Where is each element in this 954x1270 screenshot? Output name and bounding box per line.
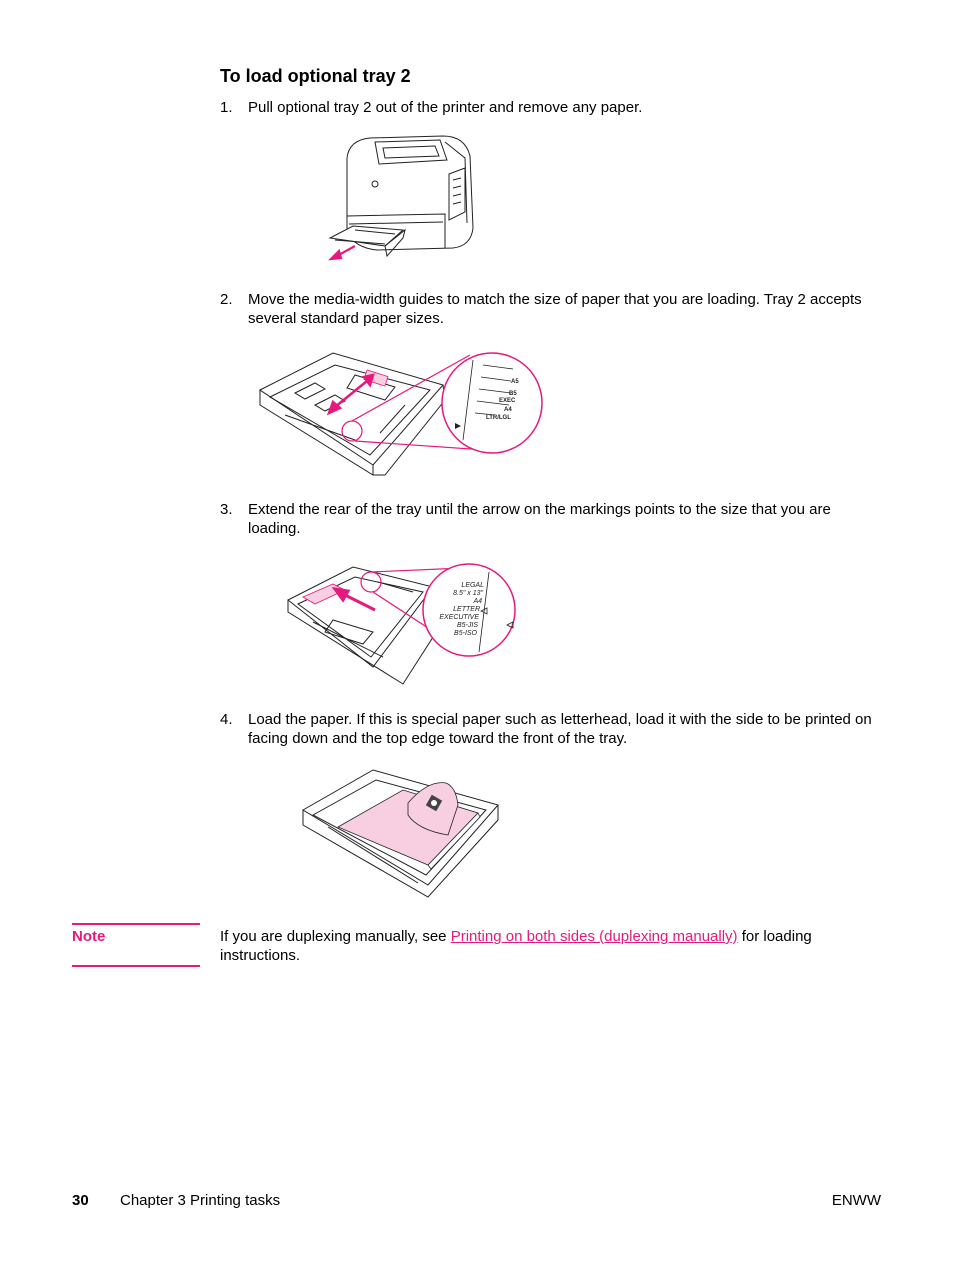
size-label: 8.5" x 13" — [453, 590, 483, 597]
size-label: EXECUTIVE — [439, 614, 479, 621]
size-label: A5 — [511, 379, 519, 385]
note-label: Note — [72, 928, 106, 945]
media-width-guides-illustration — [255, 345, 550, 480]
load-paper-illustration — [298, 765, 503, 900]
step-number: 1. — [220, 99, 233, 116]
size-label: A4 — [504, 407, 512, 413]
step-text: Move the media-width guides to match the size of paper that you are loading. Tray 2 accepts several standard paper sizes. — [248, 291, 862, 327]
size-label: B5-ISO — [454, 630, 477, 637]
size-label: EXEC — [499, 398, 516, 404]
footer-right-label: ENWW — [831, 1192, 881, 1209]
note-bottom-rule — [72, 965, 200, 967]
step-number: 4. — [220, 711, 233, 728]
printer-tray-pull-illustration — [325, 128, 480, 268]
size-label: LEGAL — [461, 582, 484, 589]
note-top-rule — [72, 923, 200, 925]
step-number: 2. — [220, 291, 233, 308]
note-text-before: If you are duplexing manually, see — [220, 928, 451, 945]
size-label: B5-JIS — [456, 622, 478, 629]
step-text: Extend the rear of the tray until the arrow on the markings points to the size that you are loading. — [248, 501, 831, 537]
step-text: Load the paper. If this is special paper such as letterhead, load it with the side to be printed on facing down and the top edge toward the front of the tray. — [248, 711, 872, 747]
size-label: A4 — [473, 598, 482, 605]
size-label: LTR/LGL — [486, 415, 511, 421]
chapter-title: Chapter 3 Printing tasks — [120, 1192, 281, 1209]
note-text-after: for loading instructions. — [220, 928, 812, 964]
page-number: 30 — [72, 1192, 89, 1209]
duplexing-link[interactable]: Printing on both sides (duplexing manually) — [450, 928, 738, 945]
step-text: Pull optional tray 2 out of the printer and remove any paper. — [248, 99, 643, 116]
size-label: B5 — [509, 391, 517, 397]
section-heading: To load optional tray 2 — [220, 66, 411, 86]
size-label: LETTER — [453, 606, 480, 613]
note-text — [220, 927, 880, 965]
tray-extension-illustration — [283, 562, 523, 687]
step-number: 3. — [220, 501, 233, 518]
